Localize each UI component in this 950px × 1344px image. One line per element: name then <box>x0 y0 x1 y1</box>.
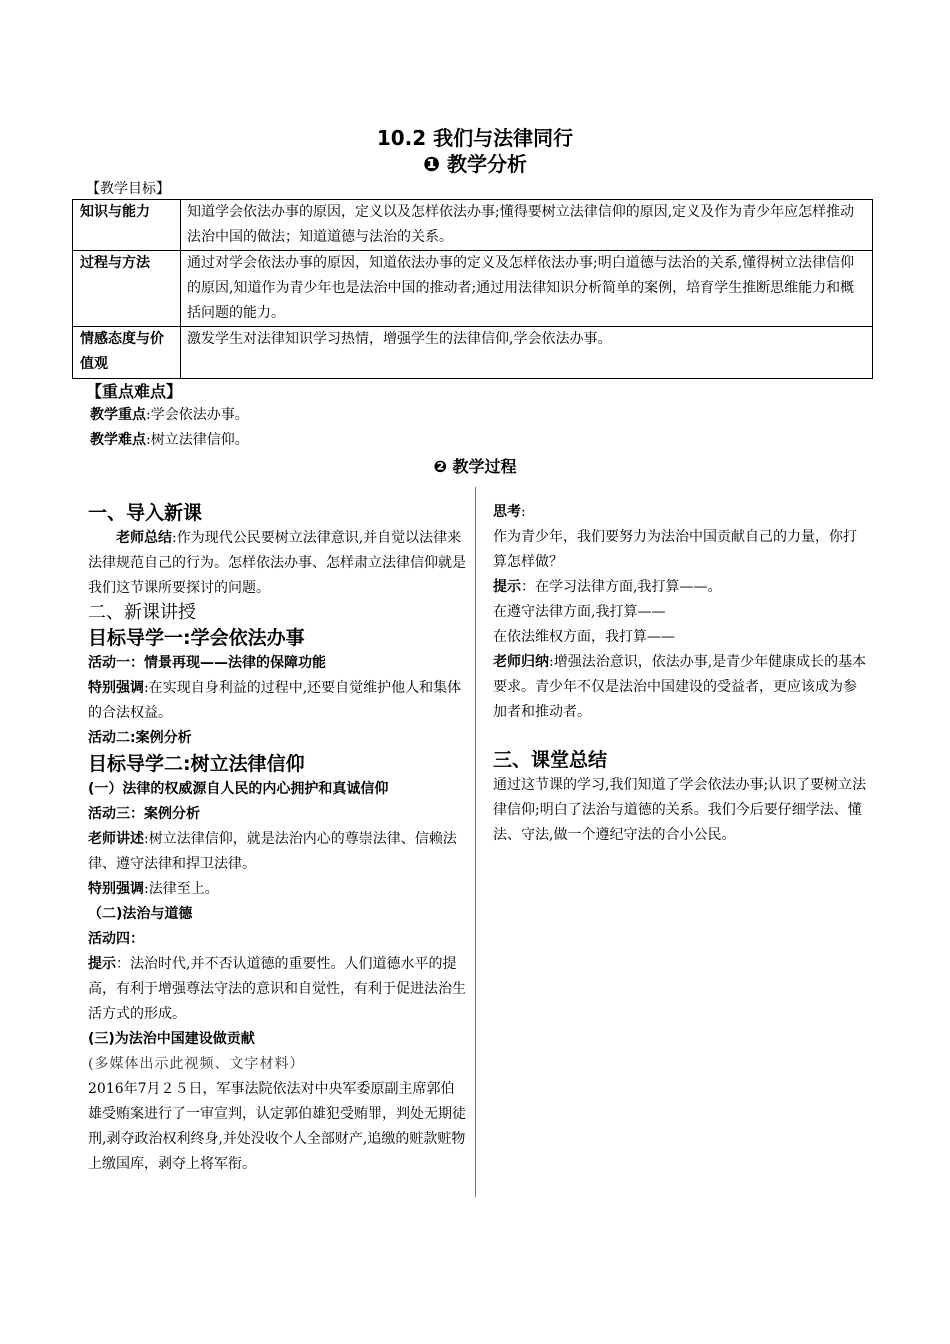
teaching-goals-table <box>72 199 873 379</box>
row-text-knowledge: 知道学会依法办事的原因，定义以及怎样依法办事;懂得要树立法律信仰的原因,定义及作为青少年应怎样推动法治中国的做法；知道道德与法治的关系。 <box>181 200 873 251</box>
goal-two-heading: 目标导学二:树立法律信仰 <box>88 753 305 775</box>
goal-one-heading: 目标导学一:学会依法办事 <box>88 627 305 649</box>
teacher-conclusion <box>493 650 869 725</box>
difficult-point-line <box>90 429 249 449</box>
intro-paragraph <box>88 526 466 601</box>
lesson-title: 10.2 我们与法律同行 <box>376 126 574 150</box>
hint-paragraph <box>88 952 466 1027</box>
emphasis-two <box>88 877 466 902</box>
key-point-line <box>90 404 249 424</box>
class-summary-text: 通过这节课的学习,我们知道了学会依法办事;认识了要树立法律信仰;明白了法治与道德的关系。我们今后要仔细学法、懂法、守法,做一个遵纪守法的合小公民。 <box>493 777 867 843</box>
key-point-label: 教学重点 <box>90 407 146 423</box>
heading-new-lesson: 二、新课讲授 <box>88 602 196 623</box>
teacher-narration <box>88 827 466 877</box>
media-note: (多媒体出示此视频、文字材料） <box>88 1056 305 1072</box>
hint-text: ：法治时代,并不否认道德的重要性。人们道德水平的提高，有利于增强尊法守法的意识和自觉性，有利于促进法治生活方式的形成。 <box>88 956 466 1022</box>
row-head-emotion: 情感态度与价值观 <box>73 327 181 379</box>
teaching-goals-label: 【教学目标】 <box>86 181 170 197</box>
key-point-text: :学会依法办事。 <box>146 407 249 423</box>
row-head-process: 过程与方法 <box>73 251 181 327</box>
emphasis-one-label: 特别强调 <box>88 680 144 696</box>
column-divider <box>475 487 476 1197</box>
key-difficult-label: 【重点难点】 <box>86 382 183 401</box>
activity-three: 活动三：案例分析 <box>88 806 200 822</box>
think-question: 作为青少年，我们要努力为法治中国贡献自己的力量，你打算怎样做？ <box>493 529 857 570</box>
subsection-two: （二)法治与道德 <box>88 906 193 922</box>
think-colon: : <box>521 504 526 520</box>
heading-class-summary: 三、课堂总结 <box>493 749 608 771</box>
activity-four: 活动四： <box>88 931 144 947</box>
heading-intro: 一、导入新课 <box>88 502 203 524</box>
row-text-emotion: 激发学生对法律知识学习热情，增强学生的法律信仰,学会依法办事。 <box>181 327 873 379</box>
emphasis-one-text: :在实现自身利益的过程中,还要自觉维护他人和集体的合法权益。 <box>88 680 462 721</box>
section-title-process: ❷ 教学过程 <box>433 457 517 476</box>
teacher-narration-text: :树立法律信仰，就是法治内心的尊崇法律、信赖法律、遵守法律和捍卫法律。 <box>88 831 457 872</box>
law-abiding-line: 在遵守法律方面,我打算—— <box>493 604 666 620</box>
emphasis-two-label: 特别强调 <box>88 881 144 897</box>
teacher-conclusion-label: 老师归纳 <box>493 654 549 670</box>
table-row <box>73 327 873 379</box>
teacher-conclusion-text: :增强法治意识，依法办事,是青少年健康成长的基本要求。青少年不仅是法治中国建设的受益者，更应该成为参加者和推动者。 <box>493 654 867 720</box>
row-text-process: 通过对学会依法办事的原因，知道依法办事的定义及怎样依法办事;明白道德与法治的关系,懂得树立法律信仰的原因,知道作为青少年也是法治中国的推动者;通过用法律知识分析简单的案例，培育学生推断思维能力和概括问题的能力。 <box>181 251 873 327</box>
emphasis-one <box>88 676 466 726</box>
right-hint-text: ：在学习法律方面,我打算——。 <box>521 579 722 595</box>
right-hint-label: 提示 <box>493 579 521 595</box>
table-row <box>73 200 873 251</box>
section-title-analysis: ❶ 教学分析 <box>423 152 527 176</box>
activity-one: 活动一：情景再现——法律的保障功能 <box>88 655 326 671</box>
subsection-one: (一）法律的权威源自人民的内心拥护和真诚信仰 <box>88 781 389 797</box>
subsection-three: (三)为法治中国建设做贡献 <box>88 1031 255 1047</box>
emphasis-two-text: :法律至上。 <box>144 881 219 897</box>
spacer <box>493 725 869 747</box>
table-row <box>73 251 873 327</box>
teacher-summary-text: :作为现代公民要树立法律意识,并自觉以法律来法律规范自己的行为。怎样依法办事、怎样肃立法律信仰就是我们这节课所要探讨的问题。 <box>88 530 466 596</box>
teacher-summary-label: 老师总结 <box>116 530 172 546</box>
hint-label: 提示 <box>88 956 116 972</box>
teacher-narration-label: 老师讲述 <box>88 831 144 847</box>
left-column <box>88 500 466 1177</box>
think-line <box>493 500 869 525</box>
rights-protection-line: 在依法维权方面，我打算—— <box>493 629 675 645</box>
difficult-point-text: :树立法律信仰。 <box>146 432 249 448</box>
row-head-knowledge: 知识与能力 <box>73 200 181 251</box>
right-column <box>493 500 869 848</box>
hint-line <box>493 575 869 600</box>
activity-two: 活动二:案例分析 <box>88 730 192 746</box>
think-label: 思考 <box>493 504 521 520</box>
case-paragraph: 2016年7月２５日，军事法院依法对中央军委原副主席郭伯雄受贿案进行了一审宣判，认定郭伯雄犯受贿罪，判处无期徒刑,剥夺政治权利终身,并处没收个人全部财产,追缴的赃款赃物上缴国库，剥夺上将军衔。 <box>88 1081 466 1172</box>
difficult-point-label: 教学难点 <box>90 432 146 448</box>
